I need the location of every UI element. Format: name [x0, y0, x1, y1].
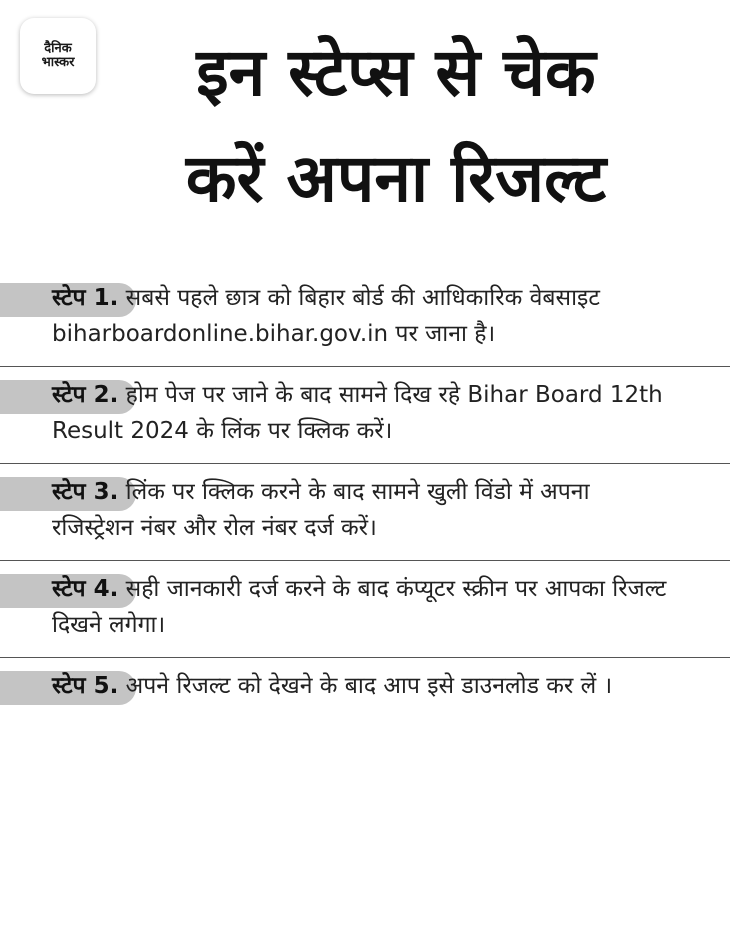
- step-item-4: [0, 561, 730, 658]
- step-item-3: [0, 464, 730, 561]
- step-description: सही जानकारी दर्ज करने के बाद कंप्यूटर स्क्रीन पर आपका रिजल्ट दिखने लगेगा।: [52, 576, 667, 638]
- step-item-2: [0, 367, 730, 464]
- step-content: [52, 280, 678, 352]
- step-label: स्टेप 1.: [52, 285, 119, 311]
- step-label: स्टेप 4.: [52, 576, 119, 602]
- logo-text-line2: भास्कर: [41, 55, 75, 70]
- step-description: सबसे पहले छात्र को बिहार बोर्ड की आधिकारिक वेबसाइट biharboardonline.bihar.gov.in पर जाना है।: [52, 285, 600, 347]
- step-content: [52, 571, 678, 643]
- step-content: [52, 668, 678, 704]
- step-label: स्टेप 5.: [52, 673, 119, 699]
- step-label: स्टेप 2.: [52, 382, 119, 408]
- dainik-bhaskar-logo: [20, 18, 96, 94]
- step-content: [52, 474, 678, 546]
- title-line1: इन स्टेप्स से चेक: [196, 34, 596, 111]
- page-title: [96, 20, 696, 232]
- step-description: होम पेज पर जाने के बाद सामने दिख रहे Bihar Board 12th Result 2024 के लिंक पर क्लिक करें।: [52, 382, 663, 444]
- step-description: अपने रिजल्ट को देखने के बाद आप इसे डाउनलोड कर लें ।: [125, 673, 613, 699]
- step-content: [52, 377, 678, 449]
- steps-list: [0, 270, 730, 718]
- step-item-5: [0, 658, 730, 718]
- logo-text-line1: दैनिक: [44, 41, 72, 57]
- step-description: लिंक पर क्लिक करने के बाद सामने खुली विंडो में अपना रजिस्ट्रेशन नंबर और रोल नंबर दर्ज करें।: [52, 479, 590, 541]
- step-item-1: [0, 270, 730, 367]
- step-label: स्टेप 3.: [52, 479, 119, 505]
- title-line2: करें अपना रिजल्ट: [185, 140, 607, 217]
